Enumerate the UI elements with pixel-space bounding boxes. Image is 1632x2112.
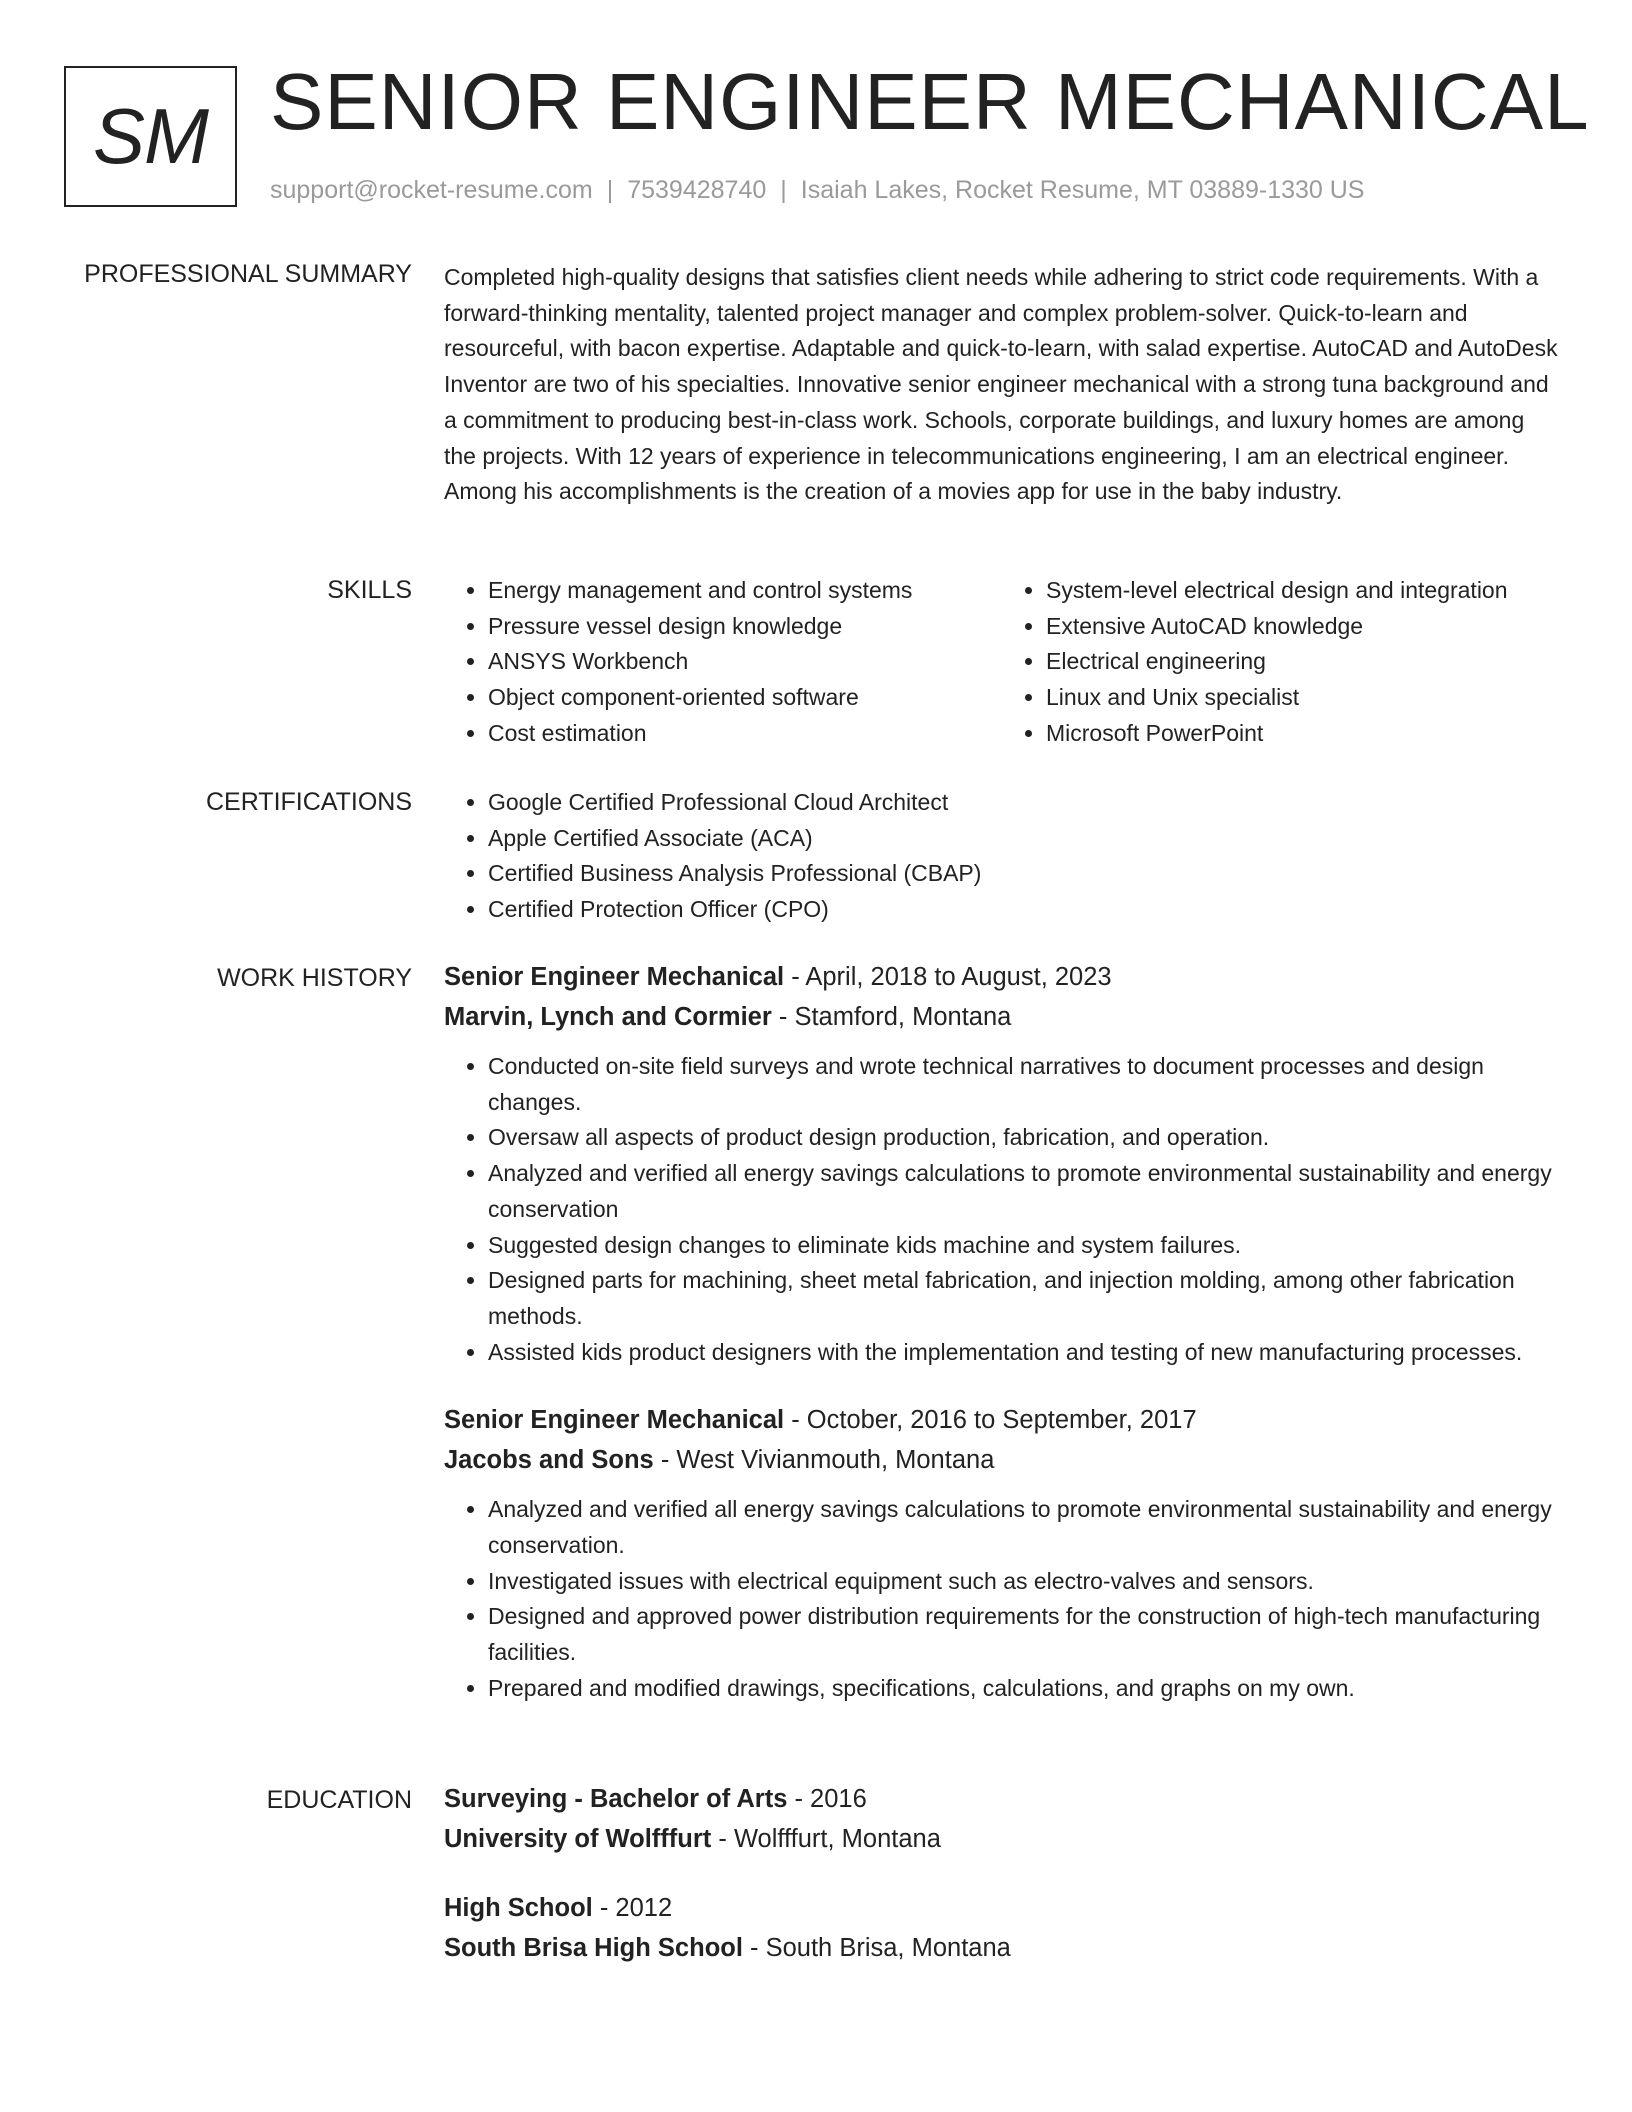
section-label-certifications: CERTIFICATIONS xyxy=(205,788,412,816)
skill-item: • Linux and Unix specialist xyxy=(1046,680,1560,716)
contact-phone: 7539428740 xyxy=(627,176,767,204)
contact-line xyxy=(270,174,1365,206)
education-location: - Wolfffurt, Montana xyxy=(711,1825,941,1853)
job-bullet: • Designed parts for machining, sheet metal fabrication, and injection molding, among other fabrication methods. xyxy=(488,1263,1560,1334)
skills-list-left xyxy=(444,573,1002,752)
job-bullet: • Prepared and modified drawings, specifications, calculations, and graphs on my own. xyxy=(488,1671,1560,1707)
contact-address: Isaiah Lakes, Rocket Resume, MT 03889-1330 US xyxy=(800,176,1365,204)
job-entry xyxy=(444,1400,1560,1706)
skill-item: • System-level electrical design and integration xyxy=(1046,573,1560,609)
skill-item: • Energy management and control systems xyxy=(488,573,1002,609)
education-location: - South Brisa, Montana xyxy=(742,1934,1011,1962)
job-location: - Stamford, Montana xyxy=(771,1003,1012,1031)
education-degree-line xyxy=(444,1888,1560,1928)
job-bullet: • Conducted on-site field surveys and wrote technical narratives to document processes and design changes. xyxy=(488,1049,1560,1120)
section-label-education: EDUCATION xyxy=(266,1786,412,1814)
skill-item: • Object component-oriented software xyxy=(488,680,1002,716)
contact-email: support@rocket-resume.com xyxy=(270,176,593,204)
monogram-initials: SM xyxy=(64,66,237,207)
job-bullet: • Investigated issues with electrical equipment such as electro-valves and sensors. xyxy=(488,1564,1560,1600)
job-title: Senior Engineer Mechanical xyxy=(444,1406,785,1435)
job-dates: - April, 2018 to August, 2023 xyxy=(784,963,1112,991)
skills-list-right xyxy=(1002,573,1560,752)
job-location: - West Vivianmouth, Montana xyxy=(653,1446,995,1475)
skill-item: • Extensive AutoCAD knowledge xyxy=(1046,609,1560,645)
education-entry xyxy=(444,1888,1560,1968)
job-dates: - October, 2016 to September, 2017 xyxy=(784,1406,1197,1435)
job-title-line xyxy=(444,1400,1560,1440)
job-bullet: • Oversaw all aspects of product design production, fabrication, and operation. xyxy=(488,1120,1560,1156)
education-body xyxy=(444,1779,1560,1997)
job-title-line xyxy=(444,957,1560,997)
summary-text: Completed high-quality designs that satisfies client needs while adhering to strict code requirements. With a forward-thinking mentality, talented project manager and complex problem-solver. Quick-to-learn and resourceful, with bacon expertise. Adaptable and quick-to-learn, with salad expertise. AutoCAD and AutoDesk Inventor are two of his specialties. Innovative senior engineer mechanical with a strong tuna background and a commitment to producing best-in-class work. Schools, corporate buildings, and luxury homes are among the projects. With 12 years of experience in telecommunications engineering, I am an electrical engineer. Among his accomplishments is the creation of a movies app for use in the baby industry. xyxy=(444,264,1558,505)
certifications-body xyxy=(444,785,1560,928)
job-bullet: • Assisted kids product designers with the implementation and testing of new manufacturing processes. xyxy=(488,1335,1560,1371)
certification-item: • Apple Certified Associate (ACA) xyxy=(488,821,1560,857)
section-label-skills: SKILLS xyxy=(327,576,412,604)
job-bullet: • Analyzed and verified all energy savings calculations to promote environmental sustainability and energy conservation. xyxy=(488,1492,1560,1563)
education-degree: High School xyxy=(444,1894,593,1922)
education-school: University of Wolfffurt xyxy=(444,1825,712,1853)
job-company: Marvin, Lynch and Cormier xyxy=(444,1003,772,1031)
contact-separator: | xyxy=(606,176,614,204)
section-label-work: WORK HISTORY xyxy=(217,964,412,992)
certification-item: • Google Certified Professional Cloud Architect xyxy=(488,785,1560,821)
skill-item: • Electrical engineering xyxy=(1046,644,1560,680)
job-bullet: • Designed and approved power distribution requirements for the construction of high-tech manufacturing facilities. xyxy=(488,1599,1560,1670)
skill-item: • Microsoft PowerPoint xyxy=(1046,716,1560,752)
education-year: - 2012 xyxy=(592,1894,673,1922)
job-company-line xyxy=(444,997,1560,1037)
skill-item: • ANSYS Workbench xyxy=(488,644,1002,680)
job-bullet: • Suggested design changes to eliminate kids machine and system failures. xyxy=(488,1228,1560,1264)
skill-item: • Cost estimation xyxy=(488,716,1002,752)
education-school-line xyxy=(444,1928,1560,1968)
education-school: South Brisa High School xyxy=(444,1934,743,1962)
skills-body xyxy=(444,573,1560,752)
job-bullets xyxy=(444,1492,1560,1706)
job-company-line xyxy=(444,1440,1560,1480)
job-bullet: • Analyzed and verified all energy savings calculations to promote environmental sustainability and energy conservation xyxy=(488,1156,1560,1227)
resume-name: SENIOR ENGINEER MECHANICAL xyxy=(270,57,1590,146)
certification-item: • Certified Business Analysis Professional (CBAP) xyxy=(488,856,1560,892)
education-degree-line xyxy=(444,1779,1560,1819)
skill-item: • Pressure vessel design knowledge xyxy=(488,609,1002,645)
section-label-summary: PROFESSIONAL SUMMARY xyxy=(84,260,412,288)
job-entry xyxy=(444,957,1560,1370)
job-title: Senior Engineer Mechanical xyxy=(444,963,785,991)
certifications-list xyxy=(444,785,1560,928)
job-bullets xyxy=(444,1049,1560,1370)
work-body xyxy=(444,957,1560,1737)
education-school-line xyxy=(444,1819,1560,1859)
job-company: Jacobs and Sons xyxy=(444,1446,654,1475)
education-degree: Surveying - Bachelor of Arts xyxy=(444,1785,788,1813)
education-year: - 2016 xyxy=(787,1785,867,1813)
education-entry xyxy=(444,1779,1560,1859)
certification-item: • Certified Protection Officer (CPO) xyxy=(488,892,1560,928)
contact-separator: | xyxy=(780,176,787,204)
